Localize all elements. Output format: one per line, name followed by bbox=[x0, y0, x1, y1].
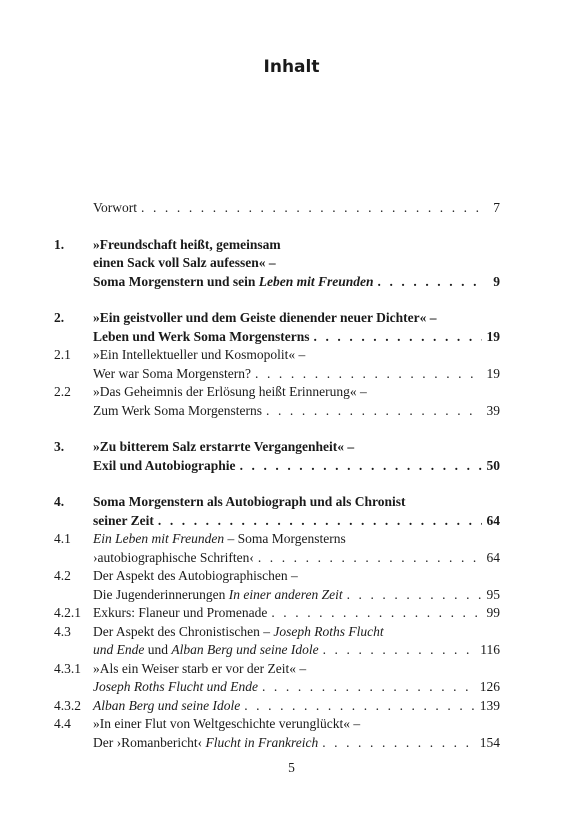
toc-page-number: 19 bbox=[486, 328, 500, 344]
toc-entry-text: Wer war Soma Morgenstern? bbox=[93, 365, 251, 381]
leader-dots bbox=[314, 328, 482, 347]
leader-dots bbox=[266, 402, 482, 421]
toc-entry-line bbox=[93, 438, 500, 457]
toc-entry-number: 1. bbox=[54, 236, 65, 252]
toc-page-number: 116 bbox=[480, 642, 500, 657]
leader-dots bbox=[322, 734, 476, 753]
leader-dots bbox=[244, 697, 476, 716]
toc-entry-line bbox=[93, 365, 500, 384]
toc-entry bbox=[54, 199, 500, 218]
toc-entry-text: Vorwort bbox=[93, 200, 138, 215]
page-title: Inhalt bbox=[263, 57, 320, 77]
toc-entry-text: Die Jugenderinnerungen In einer anderen Zeit bbox=[93, 586, 343, 602]
toc-page-number: 7 bbox=[493, 200, 500, 215]
toc-entry-line bbox=[93, 457, 500, 476]
leader-dots bbox=[262, 678, 476, 697]
toc-entry-text: seiner Zeit bbox=[93, 512, 154, 528]
table-of-contents bbox=[54, 199, 500, 752]
toc-entry-text: »Zu bitterem Salz erstarrte Vergangenheit« – bbox=[93, 439, 355, 454]
toc-entry bbox=[54, 660, 500, 697]
toc-entry-number: 4.2.1 bbox=[54, 605, 81, 620]
toc-entry-line bbox=[93, 512, 500, 531]
toc-entry-line bbox=[93, 346, 500, 365]
toc-entry bbox=[54, 438, 500, 475]
toc-entry-line bbox=[93, 199, 500, 218]
toc-entry bbox=[54, 493, 500, 530]
toc-entry-text: »Ein geistvoller und dem Geiste dienender neuer Dichter« – bbox=[93, 310, 437, 325]
toc-entry-line bbox=[93, 383, 500, 402]
toc-entry-number: 4.2 bbox=[54, 568, 71, 583]
toc-entry bbox=[54, 530, 500, 567]
toc-page-number: 19 bbox=[486, 365, 500, 381]
toc-page-number: 9 bbox=[493, 273, 500, 289]
toc-entry bbox=[54, 236, 500, 292]
toc-entry-text: Der ›Romanbericht‹ Flucht in Frankreich bbox=[93, 734, 319, 750]
toc-entry-line bbox=[93, 623, 500, 642]
toc-entry-text: Soma Morgenstern und sein Leben mit Freunden bbox=[93, 273, 374, 289]
toc-page-number: 154 bbox=[479, 734, 500, 750]
toc-entry-text: Leben und Werk Soma Morgensterns bbox=[93, 328, 310, 344]
leader-dots bbox=[323, 641, 477, 660]
leader-dots bbox=[378, 273, 482, 292]
toc-entry-text: Soma Morgenstern als Autobiograph und als Chronist bbox=[93, 494, 406, 509]
toc-entry-number: 4. bbox=[54, 494, 65, 509]
toc-entry-line bbox=[93, 734, 500, 753]
toc-entry-number: 4.4 bbox=[54, 716, 71, 731]
toc-entry-number: 4.3 bbox=[54, 623, 71, 639]
toc-entry-line bbox=[93, 604, 500, 623]
leader-dots bbox=[271, 604, 482, 623]
leader-dots bbox=[240, 457, 482, 476]
toc-entry-text: Exkurs: Flaneur und Promenade bbox=[93, 605, 268, 620]
toc-entry-text: einen Sack voll Salz aufessen« – bbox=[93, 255, 276, 270]
toc-entry-text: Joseph Roths Flucht und Ende bbox=[93, 679, 258, 694]
toc-entry-text: Ein Leben mit Freunden – Soma Morgensterns bbox=[93, 531, 346, 546]
toc-entry-line bbox=[93, 254, 500, 273]
toc-entry-line bbox=[93, 273, 500, 292]
toc-entry bbox=[54, 567, 500, 604]
leader-dots bbox=[255, 365, 482, 384]
toc-page-number: 50 bbox=[486, 457, 500, 473]
leader-dots bbox=[158, 512, 482, 531]
toc-page-number: 64 bbox=[486, 549, 500, 565]
toc-entry-text: »Freundschaft heißt, gemeinsam bbox=[93, 236, 281, 252]
toc-entry-text: Der Aspekt des Chronistischen – Joseph Roths Flucht bbox=[93, 623, 384, 639]
toc-entry-line bbox=[93, 549, 500, 568]
toc-entry-line bbox=[93, 328, 500, 347]
toc-entry-number bbox=[54, 199, 93, 218]
toc-page-number: 95 bbox=[486, 586, 500, 602]
toc-entry bbox=[54, 604, 500, 623]
toc-entry bbox=[54, 623, 500, 660]
toc-entry-line bbox=[93, 402, 500, 421]
toc-entry-text: Alban Berg und seine Idole bbox=[93, 697, 241, 713]
section-gap bbox=[54, 291, 500, 309]
page-number: 5 bbox=[288, 760, 295, 775]
leader-dots bbox=[141, 199, 482, 218]
toc-entry-text: »Als ein Weiser starb er vor der Zeit« – bbox=[93, 660, 307, 676]
toc-entry-text: ›autobiographische Schriften‹ bbox=[93, 549, 254, 565]
toc-entry bbox=[54, 383, 500, 420]
toc-entry-text: Zum Werk Soma Morgensterns bbox=[93, 402, 263, 418]
toc-entry-line bbox=[93, 567, 500, 586]
toc-entry-line bbox=[93, 493, 500, 512]
toc-entry bbox=[54, 715, 500, 752]
toc-entry-number: 4.3.1 bbox=[54, 660, 81, 676]
toc-entry-number: 4.1 bbox=[54, 531, 71, 546]
toc-entry-line bbox=[93, 660, 500, 679]
toc-entry-line bbox=[93, 641, 500, 660]
section-gap bbox=[54, 420, 500, 438]
toc-entry bbox=[54, 309, 500, 346]
toc-entry-line bbox=[93, 309, 500, 328]
toc-entry-line bbox=[93, 236, 500, 255]
toc-entry-text: »In einer Flut von Weltgeschichte verunglückt« – bbox=[93, 716, 361, 731]
toc-page-number: 126 bbox=[479, 679, 500, 694]
toc-entry-line bbox=[93, 715, 500, 734]
toc-page-number: 39 bbox=[486, 402, 500, 418]
toc-entry-line bbox=[93, 530, 500, 549]
leader-dots bbox=[258, 549, 482, 568]
toc-entry-number: 2.1 bbox=[54, 347, 71, 362]
toc-entry-text: Exil und Autobiographie bbox=[93, 457, 236, 473]
toc-page-number: 99 bbox=[486, 605, 500, 620]
toc-entry-number: 3. bbox=[54, 439, 65, 454]
toc-entry-number: 2.2 bbox=[54, 384, 71, 399]
toc-entry-line bbox=[93, 586, 500, 605]
toc-entry-text: »Das Geheimnis der Erlösung heißt Erinnerung« – bbox=[93, 384, 367, 399]
toc-entry-line bbox=[93, 697, 500, 716]
toc-entry-text: Der Aspekt des Autobiographischen – bbox=[93, 568, 298, 583]
toc-entry-number: 2. bbox=[54, 310, 65, 325]
toc-entry bbox=[54, 697, 500, 716]
section-gap bbox=[54, 218, 500, 236]
toc-entry-line bbox=[93, 678, 500, 697]
toc-entry-number: 4.3.2 bbox=[54, 697, 81, 713]
toc-entry-text: und Ende und Alban Berg und seine Idole bbox=[93, 642, 319, 657]
section-gap bbox=[54, 475, 500, 493]
toc-page-number: 139 bbox=[479, 697, 500, 713]
toc-entry bbox=[54, 346, 500, 383]
toc-page-number: 64 bbox=[486, 512, 500, 528]
leader-dots bbox=[347, 586, 482, 605]
toc-entry-text: »Ein Intellektueller und Kosmopolit« – bbox=[93, 347, 306, 362]
